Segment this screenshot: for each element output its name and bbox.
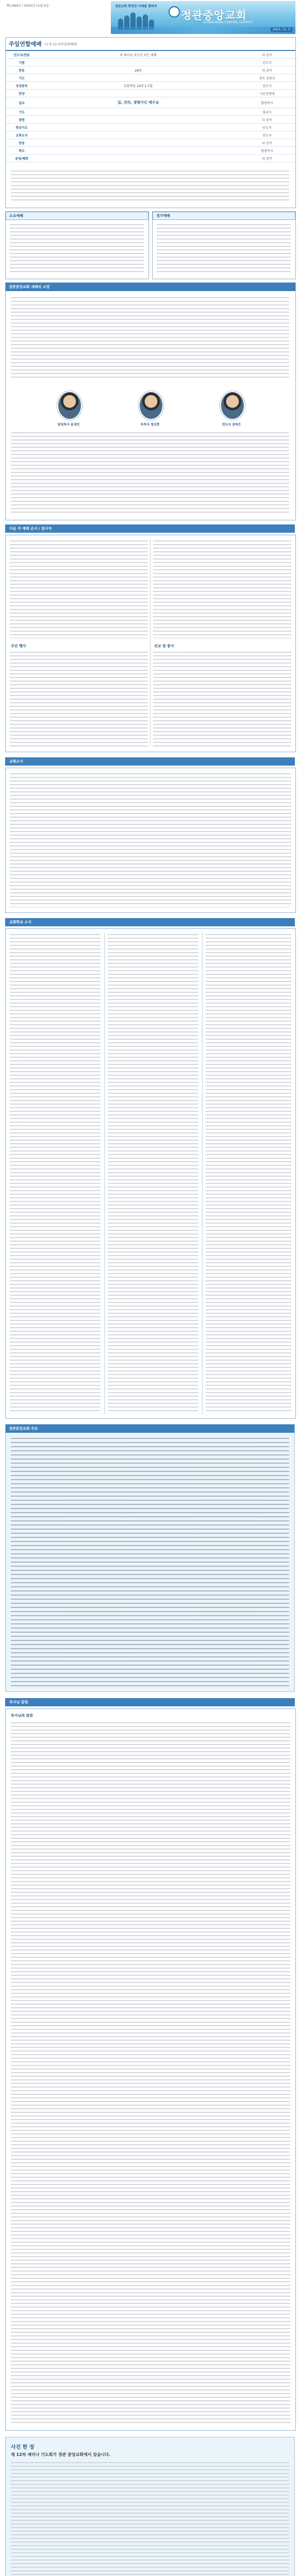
announcement-title: 정관중앙교회 주보	[6, 1425, 294, 1433]
announcement-box	[5, 1424, 295, 1692]
vision-box	[5, 282, 296, 520]
worship-subtitle: (오전 11시/주일대예배)	[44, 42, 77, 46]
weekly-content	[10, 652, 148, 747]
closing-text	[11, 2462, 289, 2576]
prayer-content	[157, 224, 291, 274]
header	[0, 0, 300, 35]
worship-order-row: 찬송 다 같이	[6, 139, 295, 147]
vision-title: 정관중앙교회 새해의 소망	[6, 283, 295, 291]
news-content	[10, 773, 291, 907]
column-divider	[104, 933, 105, 1414]
church-name: 정관중앙교회	[181, 9, 247, 22]
small-group-box	[5, 211, 149, 279]
column-divider	[202, 933, 203, 1414]
wave-decoration	[111, 27, 295, 34]
worship-order-list	[6, 51, 295, 162]
header-slogan: 정관교회 희망찬 미래를 향하여	[115, 5, 157, 8]
worship-order-row: 찬양 시온찬양대	[6, 90, 295, 97]
pastor-photo-2	[139, 391, 163, 420]
closing-headline: 제 12차 세미나 기도회가 정관 중앙교회에서 있습니다.	[11, 2452, 111, 2457]
worship-order-row: 송영/폐회 다 같이	[6, 155, 295, 162]
small-group-content	[10, 224, 144, 274]
photo-caption-1: 담임목사 윤성민	[57, 423, 80, 427]
school-col-1	[10, 934, 101, 1413]
vision-detail-text	[11, 432, 289, 515]
news-band: 교회소식	[5, 757, 295, 766]
worship-order-row: 기도 장로 김원규	[6, 74, 295, 82]
issue-number: 제1,994호 / 2023년 11월 5일	[6, 4, 49, 8]
column-divider	[150, 539, 151, 745]
small-group-title: 소요예배	[6, 212, 148, 220]
pastor-column-title: 목사님의 말씀	[11, 1714, 34, 1718]
schedule-left	[10, 540, 148, 638]
closing-title: 사진 한 장	[11, 2445, 35, 2450]
worship-order-row: 교회소식 인도자	[6, 131, 295, 139]
schedule-band: 다음 주 예배 순서 / 봉사자	[5, 524, 295, 533]
vision-text	[11, 297, 289, 380]
school-col-2	[108, 934, 198, 1413]
outreach-heading: 선교 및 봉사	[154, 644, 174, 648]
pastor-column-text	[11, 1722, 290, 2425]
column-band: 목사님 칼럼	[5, 1698, 295, 1706]
school-box	[5, 928, 296, 1419]
worship-notes	[11, 171, 289, 201]
closing-box	[5, 2437, 295, 2576]
church-logo-icon	[169, 6, 180, 18]
worship-order-box	[5, 37, 296, 208]
prayer-box	[152, 211, 296, 279]
news-box	[5, 768, 296, 913]
prayer-title: 정기예배	[153, 212, 295, 220]
photo-caption-3: 전도사 김하은	[222, 423, 241, 427]
pastor-photo-3	[220, 391, 245, 420]
worship-order-row: 인도자/찬송 주 하나님 지으신 모든 세계 다 같이	[6, 51, 295, 59]
schedule-box	[5, 535, 296, 752]
worship-order-row: 봉헌 다 같이	[6, 116, 295, 124]
date-badge: 2023. 11. 5	[271, 27, 292, 32]
worship-order-row: 찬송 28장 다 같이	[6, 66, 295, 74]
worship-order-row: 축도 담임목사	[6, 147, 295, 155]
worship-order-row: 성경봉독 요한복음 14장 1-7절 인도자	[6, 82, 295, 90]
school-band: 교회학교 소식	[5, 918, 295, 926]
pastor-photo-1	[57, 391, 82, 420]
announcement-content	[11, 1438, 289, 1687]
pastor-column-box	[5, 1708, 296, 2431]
school-col-3	[206, 934, 291, 1413]
photo-caption-2: 부목사 정요한	[140, 423, 160, 427]
worship-order-row: 헌금기도 인도자	[6, 124, 295, 131]
weekly-heading: 주간 행사	[11, 644, 26, 648]
outreach-content	[153, 652, 291, 747]
worship-order-row: 설교 길, 진리, 생명이신 예수님 담임목사	[6, 97, 295, 108]
worship-order-row: 기원 인도자	[6, 59, 295, 66]
worship-order-row: 기도 설교자	[6, 108, 295, 116]
church-name-english: JEONGGWAN CENTRAL CHURCH	[204, 21, 253, 24]
header-banner	[111, 1, 295, 34]
worship-title: 주일연합예배	[9, 41, 42, 47]
schedule-right	[153, 540, 291, 638]
